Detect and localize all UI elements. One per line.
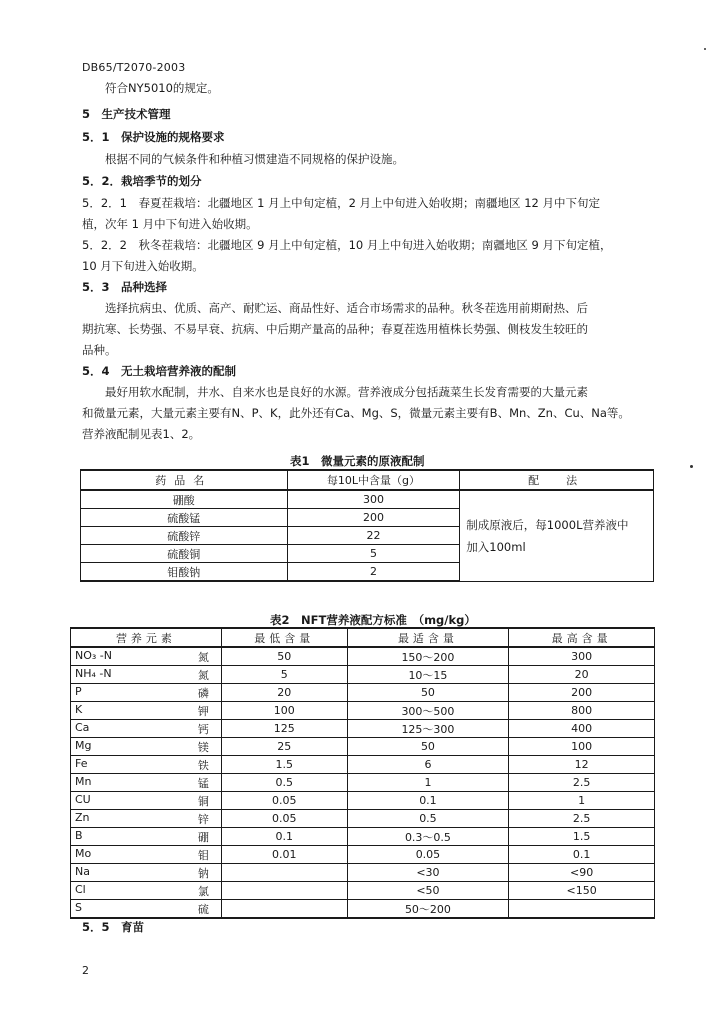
min-content: 0.01	[221, 846, 347, 864]
table1-header-row	[81, 470, 654, 490]
table1-header-cell: 每10L中含量（g）	[287, 470, 460, 490]
max-content: 1.5	[509, 828, 655, 846]
element-symbol: P	[75, 684, 82, 698]
section-heading: 5．1 保护设施的规格要求	[82, 130, 225, 144]
table2-header-cell: 营养元素	[71, 628, 222, 647]
table-row	[71, 900, 655, 919]
scan-speck	[704, 48, 706, 50]
nutrient-element	[71, 666, 222, 684]
element-chinese-name: 铁	[197, 758, 209, 772]
paragraph-line: 品种。	[82, 343, 117, 357]
element-symbol: Zn	[75, 810, 90, 824]
element-symbol: K	[75, 702, 83, 716]
chemical-name: 钼酸钠	[81, 563, 288, 582]
content-value: 300	[287, 490, 460, 509]
paragraph-line: 根据不同的气候条件和种植习惯建造不同规格的保护设施。	[105, 152, 404, 166]
optimal-content: 50	[347, 738, 509, 756]
optimal-content: 0.3～0.5	[347, 828, 509, 846]
max-content: 400	[509, 720, 655, 738]
table2-body	[71, 647, 655, 918]
max-content: <150	[509, 882, 655, 900]
max-content: 200	[509, 684, 655, 702]
element-symbol: Mo	[75, 846, 92, 860]
optimal-content: 150～200	[347, 647, 509, 666]
optimal-content: <50	[347, 882, 509, 900]
content-value: 200	[287, 509, 460, 527]
paragraph-line: 和微量元素，大量元素主要有N、P、K，此外还有Ca、Mg、S，微量元素主要有B、Mn、Zn、Cu、Na等。	[82, 406, 630, 420]
element-symbol: Cl	[75, 882, 86, 896]
min-content: 0.05	[221, 792, 347, 810]
table2-header-cell: 最低含量	[221, 628, 347, 647]
content-value: 22	[287, 527, 460, 545]
nutrient-element	[71, 864, 222, 882]
optimal-content: 50～200	[347, 900, 509, 919]
table1-header-cell: 药品名	[81, 470, 288, 490]
optimal-content: 300～500	[347, 702, 509, 720]
page-number: 2	[82, 964, 89, 977]
max-content: 12	[509, 756, 655, 774]
table-row	[71, 846, 655, 864]
table-row	[71, 756, 655, 774]
element-chinese-name: 磷	[197, 686, 209, 700]
nutrient-element	[71, 756, 222, 774]
section-heading: 5．5 育苗	[82, 920, 145, 934]
optimal-content: 50	[347, 684, 509, 702]
table-row	[71, 792, 655, 810]
element-chinese-name: 钙	[197, 722, 209, 736]
section-heading: 5．3 品种选择	[82, 280, 168, 294]
paragraph-line: 5．2．1 春夏茬栽培：北疆地区 1 月上中旬定植，2 月上中旬进入始收期；南疆地区 12 月中下旬定	[82, 196, 600, 210]
table-row	[71, 720, 655, 738]
table1-caption: 表1 微量元素的原液配制	[290, 454, 425, 468]
nutrient-element	[71, 720, 222, 738]
paragraph-line: 期抗寒、长势强、不易早衰、抗病、中后期产量高的品种；春夏茬选用植株长势强、侧枝发生较旺的	[82, 322, 588, 336]
nutrient-element	[71, 738, 222, 756]
min-content: 20	[221, 684, 347, 702]
method-line: 加入100ml	[466, 539, 526, 554]
element-symbol: NO₃ -N	[75, 648, 112, 662]
element-chinese-name: 钾	[197, 704, 209, 718]
chemical-name: 硼酸	[81, 490, 288, 509]
max-content: <90	[509, 864, 655, 882]
max-content: 100	[509, 738, 655, 756]
min-content: 0.05	[221, 810, 347, 828]
element-chinese-name: 钠	[197, 866, 209, 880]
min-content: 0.1	[221, 828, 347, 846]
nutrient-element	[71, 900, 222, 919]
element-symbol: Mn	[75, 774, 92, 788]
element-symbol: B	[75, 828, 83, 842]
table-row	[71, 810, 655, 828]
element-symbol: S	[75, 900, 82, 914]
min-content: 100	[221, 702, 347, 720]
nutrient-element	[71, 647, 222, 666]
chemical-name: 硫酸铜	[81, 545, 288, 563]
max-content: 2.5	[509, 774, 655, 792]
paragraph-line: 5．2．2 秋冬茬栽培：北疆地区 9 月上中旬定植，10 月上中旬进入始收期；南疆地区 9 月下旬定植，	[82, 238, 612, 252]
optimal-content: 6	[347, 756, 509, 774]
element-chinese-name: 硼	[197, 830, 209, 844]
section-heading: 5 生产技术管理	[82, 107, 171, 121]
element-symbol: NH₄ -N	[75, 666, 112, 680]
element-symbol: Fe	[75, 756, 88, 770]
min-content: 0.5	[221, 774, 347, 792]
max-content	[509, 900, 655, 919]
min-content: 25	[221, 738, 347, 756]
scan-speck	[690, 465, 693, 468]
paragraph-line: 选择抗病虫、优质、高产、耐贮运、商品性好、适合市场需求的品种。秋冬茬选用前期耐热、后	[105, 301, 588, 315]
element-chinese-name: 硫	[197, 902, 209, 916]
table2-header-row	[71, 628, 655, 647]
section-heading: 5．2．栽培季节的划分	[82, 174, 202, 188]
table2-header-cell: 最高含量	[509, 628, 655, 647]
standard-code: DB65/T2070-2003	[82, 61, 186, 74]
content-value: 5	[287, 545, 460, 563]
table-row	[71, 864, 655, 882]
element-chinese-name: 氮	[197, 650, 209, 664]
min-content: 5	[221, 666, 347, 684]
min-content: 1.5	[221, 756, 347, 774]
paragraph-line: 符合NY5010的规定。	[105, 81, 219, 95]
table-row	[71, 738, 655, 756]
table2-caption: 表2 NFT营养液配方标准 （mg/kg）	[270, 613, 476, 627]
table2	[70, 627, 655, 919]
element-chinese-name: 锌	[197, 812, 209, 826]
optimal-content: <30	[347, 864, 509, 882]
max-content: 0.1	[509, 846, 655, 864]
min-content	[221, 900, 347, 919]
nutrient-element	[71, 702, 222, 720]
optimal-content: 10～15	[347, 666, 509, 684]
max-content: 300	[509, 647, 655, 666]
optimal-content: 0.1	[347, 792, 509, 810]
element-chinese-name: 钼	[197, 848, 209, 862]
chemical-name: 硫酸锌	[81, 527, 288, 545]
table-row	[71, 647, 655, 666]
nutrient-element	[71, 774, 222, 792]
optimal-content: 1	[347, 774, 509, 792]
max-content: 2.5	[509, 810, 655, 828]
content-value: 2	[287, 563, 460, 582]
method-line: 制成原液后，每1000L营养液中	[466, 517, 629, 532]
max-content: 1	[509, 792, 655, 810]
table-row	[71, 774, 655, 792]
paragraph-line: 最好用软水配制，井水、自来水也是良好的水源。营养液成分包括蔬菜生长发育需要的大量元素	[105, 385, 588, 399]
element-chinese-name: 锰	[197, 776, 209, 790]
min-content	[221, 882, 347, 900]
nutrient-element	[71, 684, 222, 702]
table-row	[71, 828, 655, 846]
element-chinese-name: 镁	[197, 740, 209, 754]
nutrient-element	[71, 846, 222, 864]
preparation-method	[460, 490, 654, 581]
table2-header-cell: 最适含量	[347, 628, 509, 647]
element-chinese-name: 氮	[197, 668, 209, 682]
min-content: 125	[221, 720, 347, 738]
nutrient-element	[71, 792, 222, 810]
optimal-content: 0.5	[347, 810, 509, 828]
optimal-content: 0.05	[347, 846, 509, 864]
element-symbol: Ca	[75, 720, 90, 734]
max-content: 20	[509, 666, 655, 684]
table1	[80, 469, 654, 582]
chemical-name: 硫酸锰	[81, 509, 288, 527]
table1-header-cell: 配 法	[460, 470, 654, 490]
element-symbol: Mg	[75, 738, 92, 752]
nutrient-element	[71, 882, 222, 900]
element-symbol: Na	[75, 864, 90, 878]
min-content: 50	[221, 647, 347, 666]
table-row	[81, 490, 654, 509]
nutrient-element	[71, 828, 222, 846]
section-heading: 5．4 无土栽培营养液的配制	[82, 364, 237, 378]
table-row	[71, 702, 655, 720]
paragraph-line: 植，次年 1 月中下旬进入始收期。	[82, 217, 258, 231]
element-symbol: CU	[75, 792, 91, 806]
table-row	[71, 666, 655, 684]
table-row	[71, 882, 655, 900]
nutrient-element	[71, 810, 222, 828]
element-chinese-name: 氯	[197, 884, 209, 898]
element-chinese-name: 铜	[197, 794, 209, 808]
optimal-content: 125～300	[347, 720, 509, 738]
table-row	[71, 684, 655, 702]
paragraph-line: 10 月下旬进入始收期。	[82, 259, 204, 273]
paragraph-line: 营养液配制见表1、2。	[82, 427, 201, 441]
max-content: 800	[509, 702, 655, 720]
min-content	[221, 864, 347, 882]
